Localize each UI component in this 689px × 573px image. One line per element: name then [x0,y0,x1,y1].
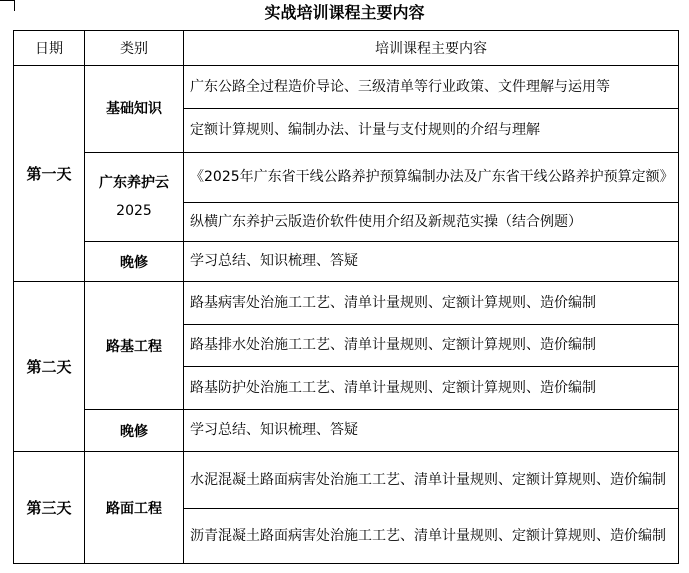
course-schedule-table [13,30,679,564]
category-cell: 基础知识 [85,66,184,153]
header-row [14,31,679,66]
content-cell: 路基防护处治施工工艺、清单计量规则、定额计算规则、造价编制 [184,367,679,410]
table-row [14,282,679,325]
content-cell: 定额计算规则、编制办法、计量与支付规则的介绍与理解 [184,109,679,153]
category-cell: 路面工程 [85,452,184,564]
content-cell: 学习总结、知识梳理、答疑 [184,242,679,282]
content-cell: 学习总结、知识梳理、答疑 [184,410,679,452]
content-cell: 广东公路全过程造价导论、三级清单等行业政策、文件理解与运用等 [184,66,679,109]
header-content: 培训课程主要内容 [184,31,679,66]
header-category: 类别 [85,31,184,66]
category-cell: 路基工程 [85,282,184,410]
content-cell: 纵横广东养护云版造价软件使用介绍及新规范实操（结合例题） [184,203,679,242]
table-row [14,153,679,203]
category-line: 2025 [116,203,152,219]
category-cell [85,153,184,242]
content-cell: 《2025年广东省干线公路养护预算编制办法及广东省干线公路养护预算定额》 [184,153,679,203]
category-cell: 晚修 [85,410,184,452]
table-row [14,242,679,282]
content-cell: 沥青混凝土路面病害处治施工工艺、清单计量规则、定额计算规则、造价编制 [184,509,679,564]
content-cell: 路基排水处治施工工艺、清单计量规则、定额计算规则、造价编制 [184,325,679,367]
header-date: 日期 [14,31,85,66]
document-title: 实战培训课程主要内容 [264,3,425,22]
day-cell: 第二天 [14,282,85,452]
table-row [14,66,679,109]
content-cell: 路基病害处治施工工艺、清单计量规则、定额计算规则、造价编制 [184,282,679,325]
content-cell: 水泥混凝土路面病害处治施工工艺、清单计量规则、定额计算规则、造价编制 [184,452,679,509]
category-line: 广东养护云 [99,175,169,191]
category-cell: 晚修 [85,242,184,282]
day-cell: 第三天 [14,452,85,564]
day-cell: 第一天 [14,66,85,282]
table-row [14,410,679,452]
table-row [14,452,679,509]
